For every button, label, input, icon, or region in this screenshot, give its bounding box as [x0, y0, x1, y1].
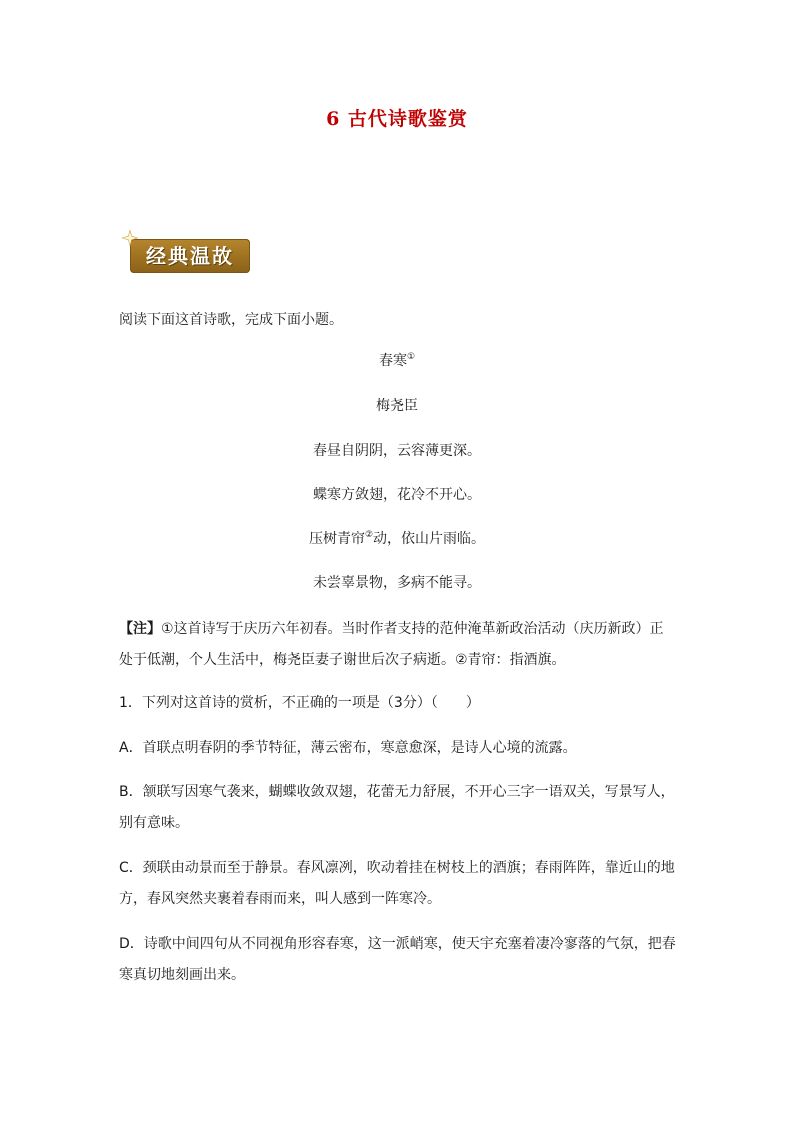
poem-line-3-before: 压树青帘 — [308, 531, 365, 547]
instruction-text: 阅读下面这首诗歌，完成下面小题。 — [119, 312, 343, 328]
section-badge — [126, 236, 251, 274]
note-label: 【注】 — [119, 621, 161, 637]
poem-line-2: 蝶寒方敛翅，花冷不开心。 — [313, 487, 481, 503]
poem-title — [0, 351, 794, 371]
option-b: B．颔联写因寒气袭来，蝴蝶收敛双翅，花蕾无力舒展，不开心三字一语双关，写景写人，别有意味。 — [119, 784, 675, 831]
poem-author: 梅尧臣 — [376, 398, 418, 414]
poem-line-4: 未尝辜景物，多病不能寻。 — [313, 575, 481, 591]
poem-note — [119, 614, 677, 676]
option-a: A．首联点明春阴的季节特征，薄云密布，寒意愈深，是诗人心境的流露。 — [119, 740, 577, 756]
sparkle-star-icon — [122, 230, 138, 246]
question-stem: 1．下列对这首诗的赏析，不正确的一项是（3分）（ ） — [119, 695, 480, 711]
page-title: 6 古代诗歌鉴赏 — [326, 108, 468, 130]
poem-line-3-footnote-ref: ② — [364, 530, 374, 540]
option-d: D．诗歌中间四句从不同视角形容春寒，这一派峭寒，使天宇充塞着凄冷寥落的气氛，把春寒真切地刻画出来。 — [119, 936, 676, 983]
section-badge-label: 经典温故 — [146, 244, 234, 268]
note-text: ①这首诗写于庆历六年初春。当时作者支持的范仲淹革新政治活动（庆历新政）正处于低潮，个人生活中，梅尧臣妻子谢世后次子病逝。②青帘：指酒旗。 — [119, 621, 664, 668]
poem-title-text: 春寒 — [378, 353, 407, 369]
poem-line-1: 春昼自阴阴，云容薄更深。 — [313, 443, 481, 459]
option-c: C．颈联由动景而至于静景。春风凛冽，吹动着挂在树枝上的酒旗；春雨阵阵，靠近山的地方，春风突然夹裹着春雨而来，叫人感到一阵寒冷。 — [119, 860, 675, 907]
poem-line-3-after: 动，依山片雨临。 — [373, 531, 486, 547]
poem-title-footnote-ref: ① — [406, 352, 416, 362]
poem-line-3 — [0, 529, 794, 549]
